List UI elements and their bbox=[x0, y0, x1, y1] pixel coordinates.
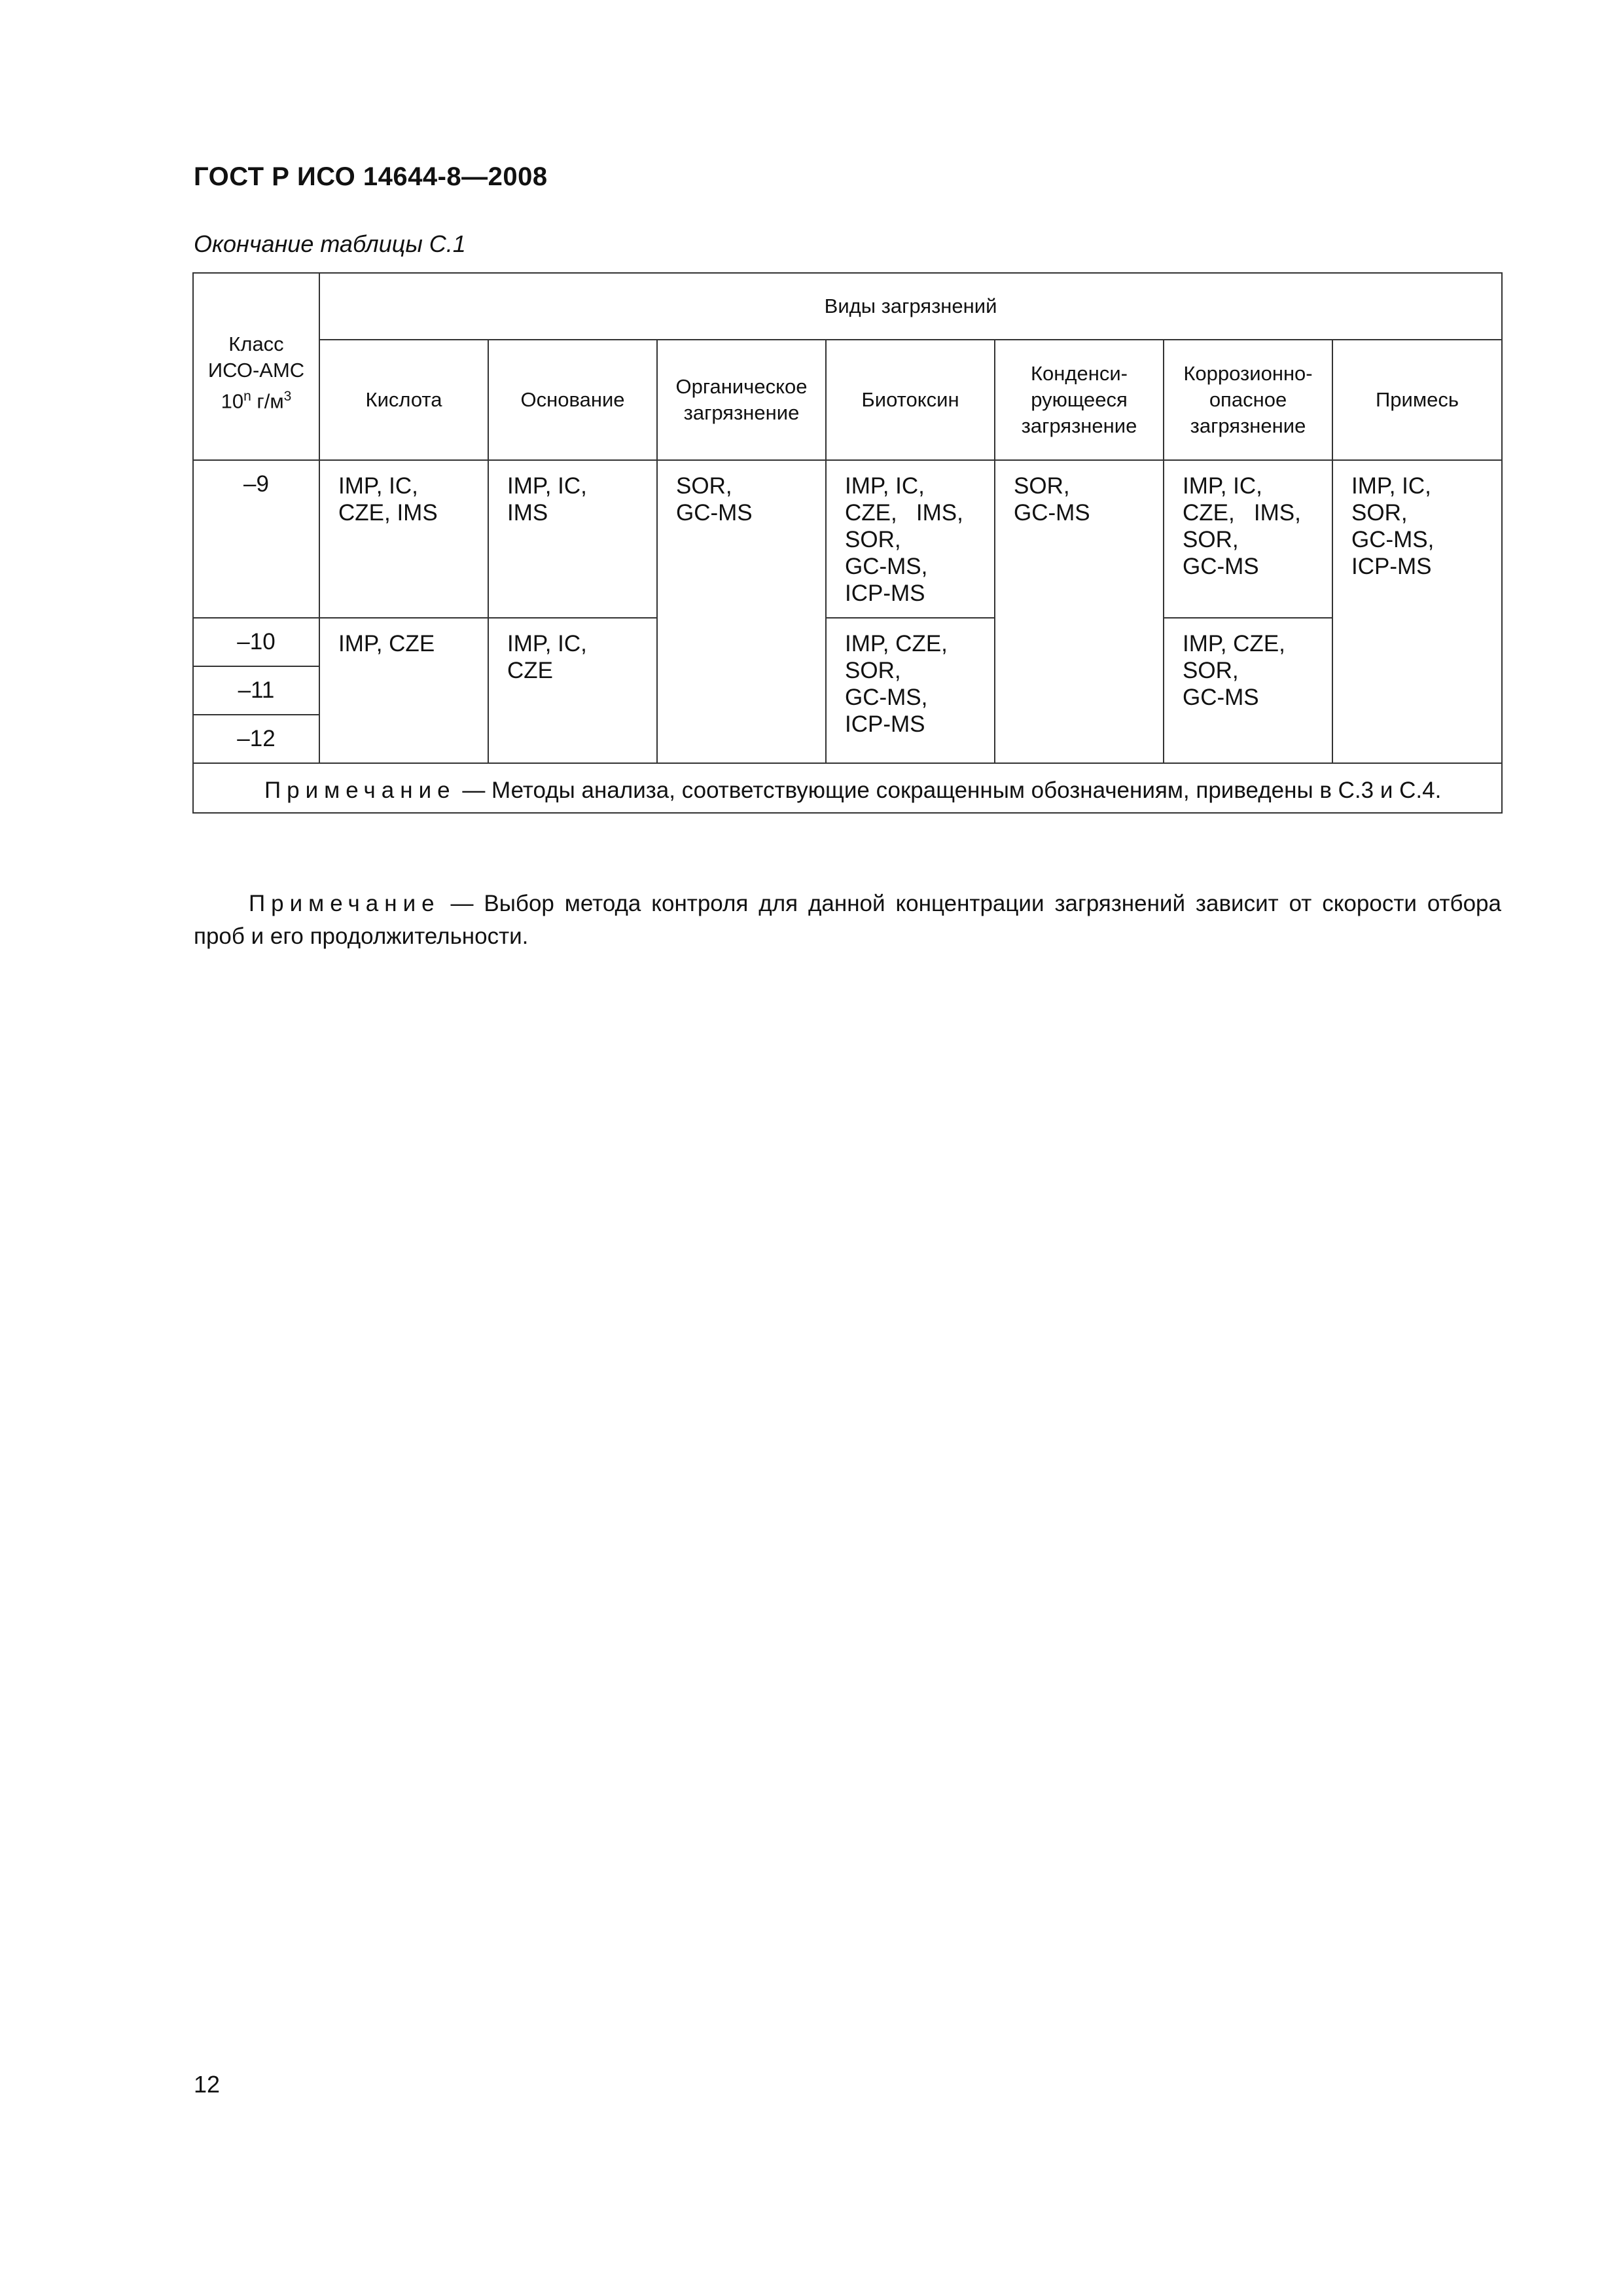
cell-line: GC-MS bbox=[1183, 554, 1259, 579]
column-header-organic-line: загрязнение bbox=[683, 401, 800, 424]
column-header-corrosive-line: опасное bbox=[1209, 388, 1287, 411]
column-header-biotoxin: Биотоксин bbox=[826, 340, 995, 460]
cell-line: GC-MS, bbox=[845, 685, 928, 710]
note-label: Примечание bbox=[264, 778, 456, 803]
cell-line: IMP, IC, bbox=[338, 473, 418, 499]
cell-9-base bbox=[488, 460, 657, 618]
table-caption: Окончание таблицы С.1 bbox=[194, 230, 466, 257]
general-note-text bbox=[194, 888, 1501, 953]
cell-line: IMP, IC, bbox=[507, 631, 587, 656]
cell-9-biotoxin bbox=[826, 460, 995, 618]
general-note bbox=[194, 888, 1501, 953]
row-label-class-10: –10 bbox=[193, 618, 319, 666]
cell-organic-merged bbox=[657, 460, 826, 763]
unit-cube-exponent: 3 bbox=[283, 389, 292, 404]
cell-line: SOR, bbox=[1351, 500, 1408, 526]
cell-line: GC-MS bbox=[1014, 500, 1090, 526]
table-row bbox=[193, 618, 1502, 666]
cell-line: SOR, bbox=[676, 473, 732, 499]
cell-line: CZE, IMS, bbox=[1183, 500, 1301, 526]
cell-10-12-biotoxin bbox=[826, 618, 995, 763]
row-label-class-9: –9 bbox=[193, 460, 319, 618]
cell-line: CZE, IMS, bbox=[845, 500, 963, 526]
column-header-acid: Кислота bbox=[319, 340, 488, 460]
cell-line: CZE, IMS bbox=[338, 500, 438, 526]
cell-10-12-acid bbox=[319, 618, 488, 763]
cell-dopant-merged bbox=[1332, 460, 1502, 763]
cell-10-12-base bbox=[488, 618, 657, 763]
cell-line: IMP, CZE bbox=[338, 631, 435, 656]
table-note-text bbox=[209, 777, 1487, 804]
cell-line: SOR, bbox=[1183, 527, 1239, 552]
cell-line: IMS bbox=[507, 500, 548, 526]
cell-line: GC-MS bbox=[676, 500, 753, 526]
contamination-types-header: Виды загрязнений bbox=[319, 273, 1502, 340]
row-label-class-11: –11 bbox=[193, 666, 319, 715]
document-code: ГОСТ Р ИСО 14644-8—2008 bbox=[194, 162, 548, 191]
cell-line: IMP, IC, bbox=[507, 473, 587, 499]
cell-9-corrosive bbox=[1164, 460, 1332, 618]
column-header-corrosive-line: загрязнение bbox=[1190, 414, 1306, 437]
cell-line: SOR, bbox=[845, 658, 901, 683]
cell-line: SOR, bbox=[1014, 473, 1070, 499]
cell-line: ICP-MS bbox=[1351, 554, 1432, 579]
cell-line: GC-MS bbox=[1183, 685, 1259, 710]
cell-line: IMP, IC, bbox=[1183, 473, 1262, 499]
cell-line: CZE bbox=[507, 658, 553, 683]
power-exponent: n bbox=[243, 389, 251, 404]
cell-condensing-merged bbox=[995, 460, 1164, 763]
row-label-class-12: –12 bbox=[193, 715, 319, 763]
column-header-corrosive bbox=[1164, 340, 1332, 460]
cell-line: GC-MS, bbox=[1351, 527, 1435, 552]
cell-line: IMP, IC, bbox=[845, 473, 925, 499]
table-note bbox=[193, 763, 1502, 813]
cell-line: SOR, bbox=[1183, 658, 1239, 683]
cell-line: ICP-MS bbox=[845, 581, 925, 606]
class-header-line-2: ИСО-АМС bbox=[207, 359, 305, 382]
column-header-organic bbox=[657, 340, 826, 460]
cell-line: SOR, bbox=[845, 527, 901, 552]
column-header-condensing-line: загрязнение bbox=[1021, 414, 1137, 437]
column-header-dopant: Примесь bbox=[1332, 340, 1502, 460]
contamination-methods-table bbox=[192, 272, 1503, 814]
note-body: — Выбор метода контроля для данной концентрации загрязнений зависит от скорости отбора проб и его продолжительности. bbox=[194, 891, 1501, 949]
table-row bbox=[193, 460, 1502, 618]
class-header-cell bbox=[193, 273, 319, 460]
class-header-line-1: Класс bbox=[228, 332, 284, 355]
cell-line: IMP, CZE, bbox=[845, 631, 948, 656]
cell-line: ICP-MS bbox=[845, 711, 925, 737]
cell-line: IMP, IC, bbox=[1351, 473, 1431, 499]
cell-9-acid bbox=[319, 460, 488, 618]
cell-line: GC-MS, bbox=[845, 554, 928, 579]
cell-line: IMP, CZE, bbox=[1183, 631, 1285, 656]
unit-grams-per-cubic-meter: г/м bbox=[251, 389, 284, 413]
power-base: 10 bbox=[221, 389, 244, 413]
cell-10-12-corrosive bbox=[1164, 618, 1332, 763]
column-header-condensing-line: рующееся bbox=[1031, 388, 1128, 411]
note-body: — Методы анализа, соответствующие сокращенным обозначениям, приведены в С.3 и С.4. bbox=[455, 778, 1442, 803]
column-header-condensing-line: Конденси- bbox=[1030, 362, 1128, 385]
class-header-unit bbox=[194, 384, 319, 414]
column-header-organic-line: Органическое bbox=[675, 375, 808, 398]
column-header-condensing bbox=[995, 340, 1164, 460]
note-label: Примечание bbox=[249, 891, 440, 916]
column-header-corrosive-line: Коррозионно- bbox=[1183, 362, 1313, 385]
page-number: 12 bbox=[194, 2071, 221, 2098]
column-header-base: Основание bbox=[488, 340, 657, 460]
